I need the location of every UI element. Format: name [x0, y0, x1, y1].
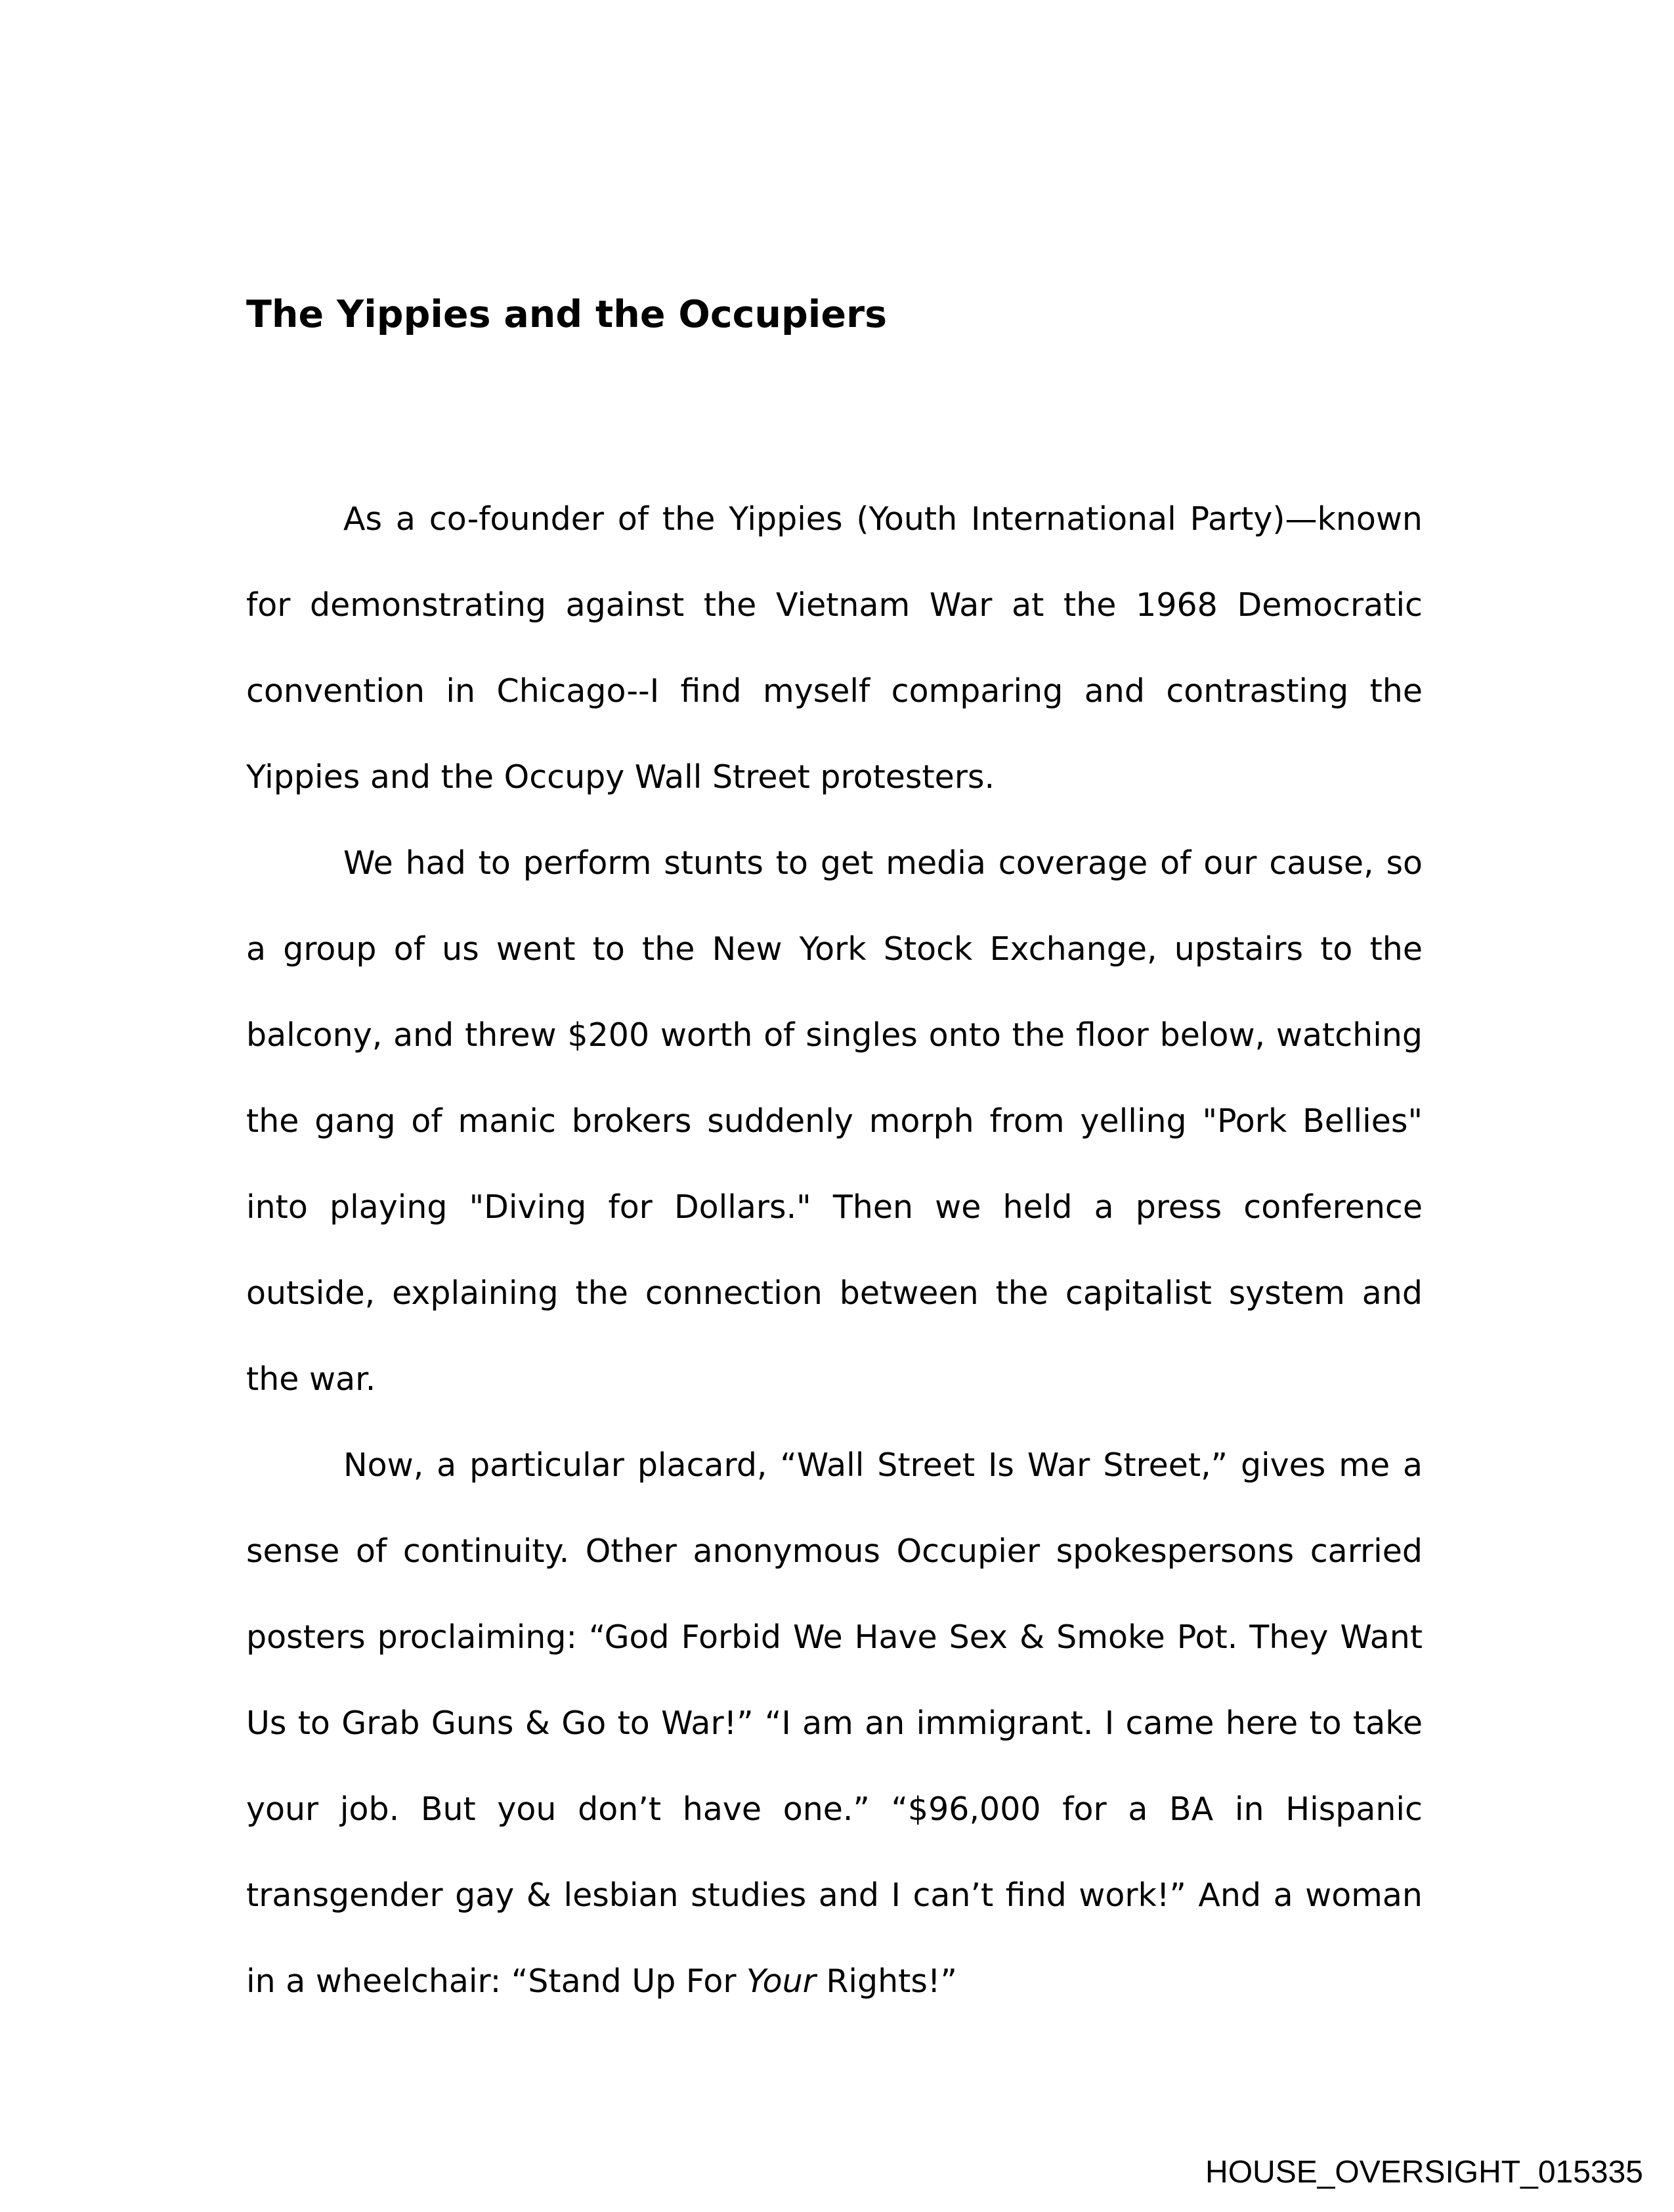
paragraph-3-ending: Rights!”: [815, 1963, 957, 2000]
paragraph-2: We had to perform stunts to get media coverage of our cause, so a group of us went to the New York Stock Exchange, upstairs to the balcony, and threw $200 worth of singles onto the floor below, watching the gang of manic brokers suddenly morph from yelling "Pork Bellies" into playing "Diving for Dollars." Then we held a press conference outside, explaining the connection between the capitalist system and the war.: [246, 844, 1423, 1398]
paragraph-3-text: Now, a particular placard, “Wall Street Is War Street,” gives me a sense of continuity. Other anonymous Occupier spokespersons carried posters proclaiming: “God Forbid We Have Sex & Smoke Pot. They Want Us to Grab Guns & Go to War!” “I am an immigrant. I came here to take your job. But you don’t have one.” “$96,000 for a BA in Hispanic transgender gay & lesbian studies and I can’t find work!” And a woman in a wheelchair: “Stand Up For: [246, 1446, 1423, 2000]
document-title: The Yippies and the Occupiers: [246, 293, 888, 336]
article-body: [246, 476, 1423, 2024]
italic-emphasis: Your: [746, 1963, 816, 2000]
paragraph-1: As a co-founder of the Yippies (Youth International Party)—known for demonstrating against the Vietnam War at the 1968 Democratic convention in Chicago--I find myself comparing and contrasting the Yippies and the Occupy Wall Street protesters.: [246, 500, 1423, 796]
paragraph-3: [246, 1422, 1423, 2024]
bates-number: HOUSE_OVERSIGHT_015335: [1205, 2155, 1643, 2190]
